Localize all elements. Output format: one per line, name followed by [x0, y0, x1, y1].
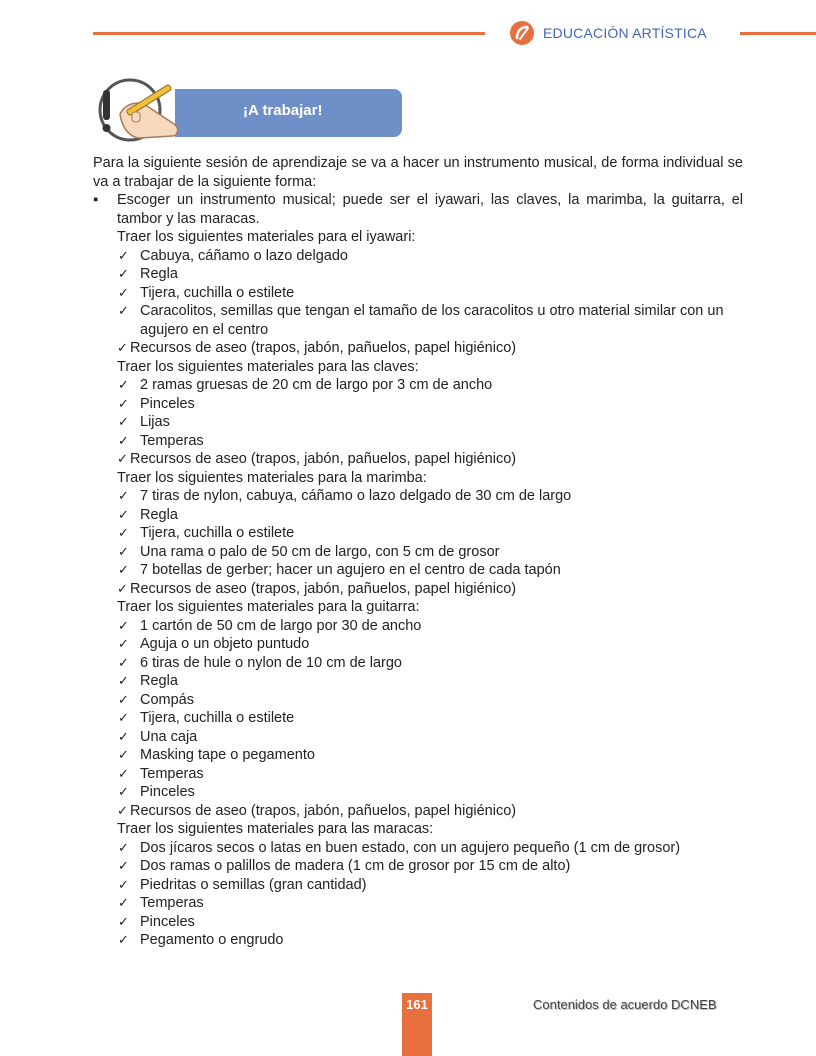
checkmark-icon: ✓	[118, 266, 129, 281]
section-intro-iyawari: Traer los siguientes materiales para el iyawari:	[117, 229, 416, 245]
list-item: ✓ 7 botellas de gerber; hacer un agujero en el centro de cada tapón	[118, 562, 561, 578]
checkmark-icon: ✓	[118, 839, 129, 855]
checkmark-icon: ✓	[118, 932, 129, 947]
list-item: ✓ Recursos de aseo (trapos, jabón, pañuelos, papel higiénico)	[117, 340, 517, 356]
list-item: ✓ Recursos de aseo (trapos, jabón, pañuelos, papel higiénico)	[117, 451, 517, 467]
list-item: ✓ Una rama o palo de 50 cm de largo, con 5 cm de grosor	[118, 543, 500, 560]
list-item: ✓ Aguja o un objeto puntudo	[118, 636, 310, 652]
checkmark-icon: ✓	[117, 580, 128, 596]
list-item: ✓ Dos jícaros secos o latas en buen estado, con un agujero pequeño (1 cm de grosor)	[118, 839, 681, 856]
list-item: ✓ Piedritas o semillas (gran cantidad)	[118, 876, 367, 893]
list-item: ✓ Recursos de aseo (trapos, jabón, pañuelos, papel higiénico)	[117, 802, 517, 819]
list-item: ✓ Dos ramas o palillos de madera (1 cm de grosor por 15 cm de alto)	[118, 858, 571, 874]
checkmark-icon: ✓	[117, 802, 128, 818]
instruction-text: Escoger un instrumento musical; puede ser el iyawari, las claves, la marimba, la guitarra, el tambor y las maracas.	[117, 192, 743, 227]
list-item: ✓ Una caja	[118, 728, 198, 745]
list-item: ✓ 7 tiras de nylon, cabuya, cáñamo o lazo delgado de 30 cm de largo	[118, 488, 572, 504]
list-item: ✓ Tijera, cuchilla o estilete	[118, 284, 295, 301]
list-item: ✓ Temperas	[118, 895, 204, 911]
subject-logo-icon	[508, 19, 536, 47]
checkmark-icon: ✓	[117, 340, 128, 355]
checkmark-icon: ✓	[118, 673, 129, 688]
intro-paragraph: Para la siguiente sesión de aprendizaje se va a hacer un instrumento musical, de forma individual se va a trabajar de la siguiente forma:	[93, 155, 743, 190]
header-rule-right	[740, 32, 816, 35]
checkmark-icon: ✓	[118, 414, 129, 429]
list-item: ✓ Pinceles	[118, 395, 195, 412]
checkmark-icon: ✓	[118, 765, 129, 781]
page-number: 161	[406, 997, 428, 1012]
list-item: ✓ Tijera, cuchilla o estilete	[118, 525, 295, 541]
checkmark-icon: ✓	[118, 747, 129, 762]
list-item: ✓ Caracolitos, semillas que tengan el tamaño de los caracolitos u otro material similar con un agujero en el centro	[118, 303, 724, 338]
checkmark-icon: ✓	[118, 654, 129, 670]
checkmark-icon: ✓	[118, 562, 129, 577]
list-item: ✓ Lijas	[118, 414, 170, 430]
section-intro-marimba: Traer los siguientes materiales para la marimba:	[117, 469, 427, 486]
list-item: ✓ Regla	[118, 673, 178, 689]
list-item: ✓ Cabuya, cáñamo o lazo delgado	[118, 247, 348, 264]
checkmark-icon: ✓	[118, 432, 129, 448]
activity-content	[93, 154, 743, 950]
instruction-bullet	[93, 191, 743, 228]
checkmark-icon: ✓	[118, 247, 129, 263]
section-intro-guitarra: Traer los siguientes materiales para la guitarra:	[117, 599, 420, 615]
list-item: ✓ Recursos de aseo (trapos, jabón, pañuelos, papel higiénico)	[117, 580, 517, 597]
checkmark-icon: ✓	[118, 895, 129, 910]
checkmark-icon: ✓	[118, 303, 129, 318]
list-item: ✓ 6 tiras de hule o nylon de 10 cm de largo	[118, 654, 402, 671]
checkmark-icon: ✓	[118, 488, 129, 503]
list-item: ✓ Regla	[118, 506, 178, 523]
checkmark-icon: ✓	[118, 858, 129, 873]
activity-banner-title: ¡A trabajar!	[243, 102, 323, 119]
list-item: ✓ Pinceles	[118, 913, 195, 930]
list-item: ✓ Regla	[118, 266, 178, 282]
checkmark-icon: ✓	[118, 395, 129, 411]
checkmark-icon: ✓	[118, 636, 129, 651]
list-item: ✓ Temperas	[118, 432, 204, 449]
subject-title: EDUCACIÓN ARTÍSTICA	[543, 25, 707, 41]
list-item: ✓ Masking tape o pegamento	[118, 747, 315, 763]
square-bullet-icon: ▪	[93, 192, 99, 208]
checkmark-icon: ✓	[118, 784, 129, 799]
hand-writing-icon	[92, 76, 192, 142]
list-item: ✓ Pinceles	[118, 784, 195, 800]
checkmark-icon: ✓	[118, 506, 129, 522]
list-item: ✓ Temperas	[118, 765, 204, 782]
checkmark-icon: ✓	[117, 451, 128, 466]
list-item: ✓ Tijera, cuchilla o estilete	[118, 710, 295, 726]
list-item: ✓ Pegamento o engrudo	[118, 932, 284, 948]
checkmark-icon: ✓	[118, 691, 129, 707]
section-intro-claves: Traer los siguientes materiales para las claves:	[117, 358, 419, 375]
checkmark-icon: ✓	[118, 617, 129, 633]
list-item: ✓ 2 ramas gruesas de 20 cm de largo por 3 cm de ancho	[118, 377, 493, 393]
checkmark-icon: ✓	[118, 710, 129, 725]
footer-caption: Contenidos de acuerdo DCNEB	[533, 997, 717, 1012]
list-item: ✓ Compás	[118, 691, 194, 708]
header-rule-left	[93, 32, 485, 35]
checkmark-icon: ✓	[118, 913, 129, 929]
checkmark-icon: ✓	[118, 377, 129, 392]
checkmark-icon: ✓	[118, 728, 129, 744]
checkmark-icon: ✓	[118, 525, 129, 540]
checkmark-icon: ✓	[118, 284, 129, 300]
checkmark-icon: ✓	[118, 543, 129, 559]
list-item: ✓ 1 cartón de 50 cm de largo por 30 de ancho	[118, 617, 422, 634]
checkmark-icon: ✓	[118, 876, 129, 892]
section-intro-maracas: Traer los siguientes materiales para las maracas:	[117, 821, 434, 837]
